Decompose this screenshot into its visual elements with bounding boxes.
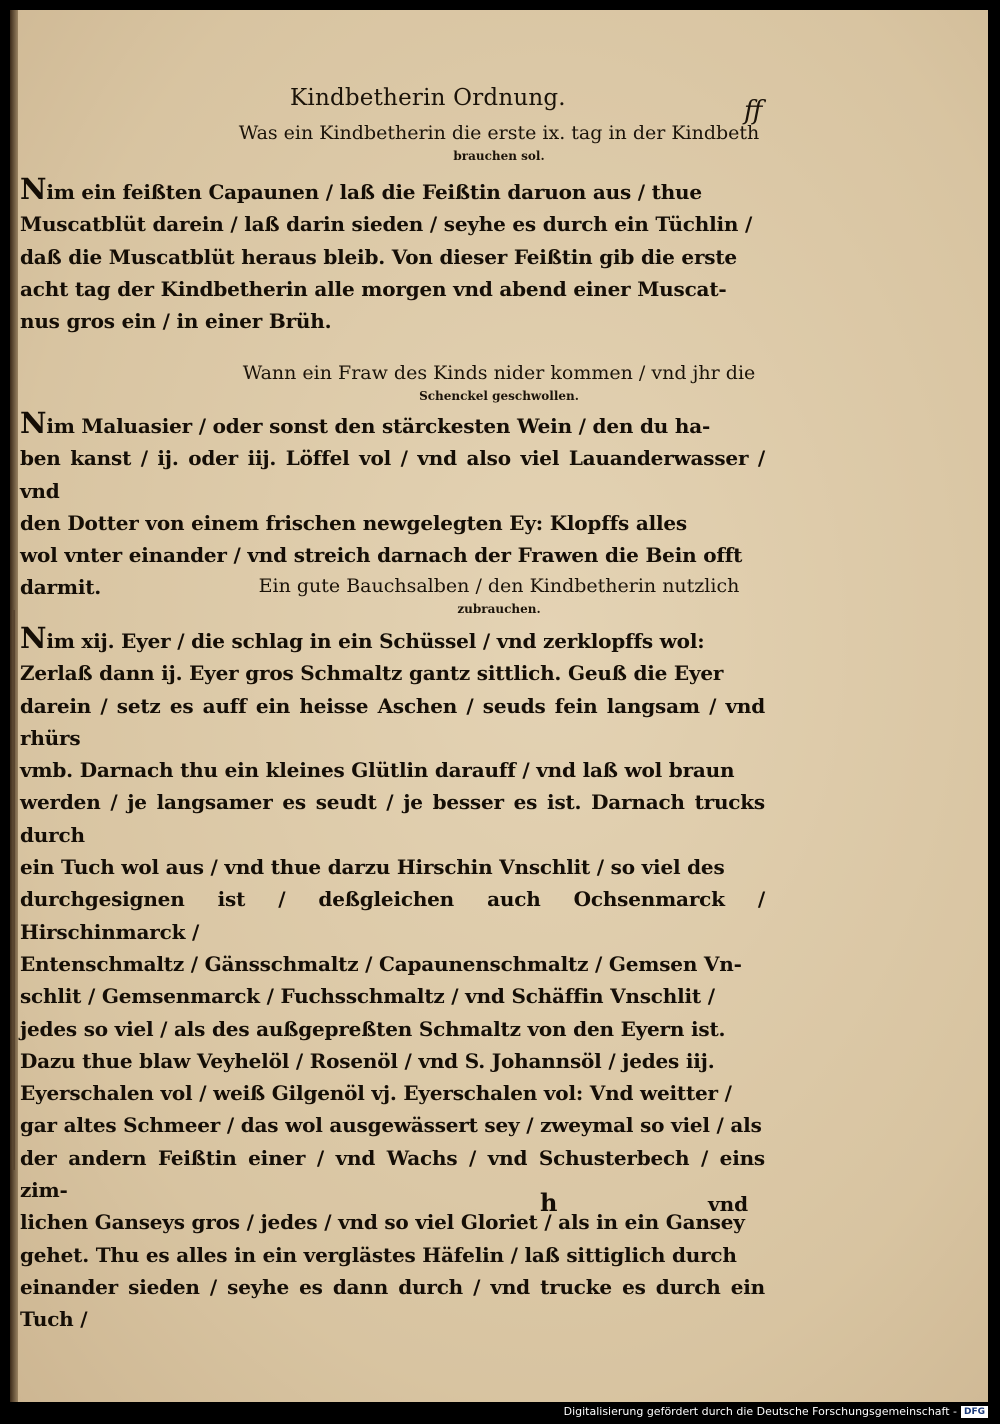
section-heading-1-title: Was ein Kindbetherin die erste ix. tag in der Kindbeth	[238, 122, 760, 144]
section-body-2-text: im Maluasier / oder sonst den stärckesten Wein / den du ha- ben kanst / ij. oder iij. Löffel vol / vnd also viel Lauanderwasser / vnd den Dotter von einem frischen newgelegten Ey: Klopffs alles wol vnter einander / vnd streich darnach der Frawen die Bein offt darmit.	[20, 414, 765, 600]
section-body-3-text: im xij. Eyer / die schlag in ein Schüssel / vnd zerklopffs wol: Zerlaß dann ij. Eyer gros Schmaltz gantz sittlich. Geuß die Eyer darein / setz es auff ein heisse Aschen / seuds fein langsam / vnd rhürs vmb. Darnach thu ein kleines Glütlin darauff / vnd laß wol braun werden / je langsamer es seudt / je besser es ist. Darnach trucks durch ein Tuch wol aus / vnd thue darzu Hirschin Vnschlit / so viel des durchgesignen ist / deßgleichen auch Ochsenmarck / Hirschinmarck / Entenschmaltz / Gänsschmaltz / Capaunenschmaltz / Gemsen Vn- schlit / Gemsenmarck / Fuchsschmaltz / vnd Schäffin Vnschlit / jedes so viel / als des außgepreßten Schmaltz von den Eyern ist. Dazu thue blaw Veyhelöl / Rosenöl / vnd S. Johannsöl / jedes iij. Eyerschalen vol / weiß Gilgenöl vj. Eyerschalen vol: Vnd weitter / gar altes Schmeer / das wol ausgewässert sey / zweymal so viel / als der andern Feißtin einer / vnd Wachs / vnd Schusterbech / eins zim- lichen Ganseys gros / jedes / vnd so viel Gloriet / als in ein Gansey gehet. Thu es alles in ein verglästes Häfelin / laß sittiglich durch einander sieden / seyhe es dann durch / vnd trucke es durch ein Tuch /	[20, 629, 765, 1332]
section-heading-1-sub: brauchen sol.	[453, 149, 545, 163]
section-heading-1	[10, 122, 988, 163]
section-heading-2-title: Wann ein Fraw des Kinds nider kommen / vnd jhr die	[242, 362, 756, 384]
folio-number: ff	[744, 96, 763, 126]
footer-text: Digitalisierung gefördert durch die Deutsche Forschungsgemeinschaft -	[563, 1405, 957, 1418]
section-heading-3-title: Ein gute Bauchsalben / den Kindbetherin nutzlich	[258, 575, 740, 597]
section-body-1-text: im ein feißten Capaunen / laß die Feißtin daruon aus / thue Muscatblüt darein / laß darin sieden / seyhe es durch ein Tüchlin / daß die Muscatblüt heraus bleib. Von dieser Feißtin gib die erste acht tag der Kindbetherin alle morgen vnd abend einer Muscat- nus gros ein / in einer Brüh.	[20, 180, 753, 334]
section-heading-3-sub: zubrauchen.	[457, 602, 541, 616]
book-page	[10, 10, 988, 1402]
initial-letter: N	[20, 406, 47, 440]
section-body-3	[20, 622, 765, 1336]
section-body-1	[20, 173, 765, 337]
initial-letter: N	[20, 172, 47, 206]
dfg-logo-icon: DFG	[961, 1406, 988, 1418]
section-heading-3	[10, 575, 988, 616]
digitization-footer	[564, 1405, 988, 1418]
initial-letter: N	[20, 621, 47, 655]
catchword: vnd	[708, 1192, 749, 1216]
section-heading-2	[10, 362, 988, 403]
running-head: Kindbetherin Ordnung.	[290, 85, 566, 111]
gutter-mark	[13, 610, 15, 1170]
signature-mark: h	[540, 1188, 558, 1217]
section-heading-2-sub: Schenckel geschwollen.	[419, 389, 579, 403]
